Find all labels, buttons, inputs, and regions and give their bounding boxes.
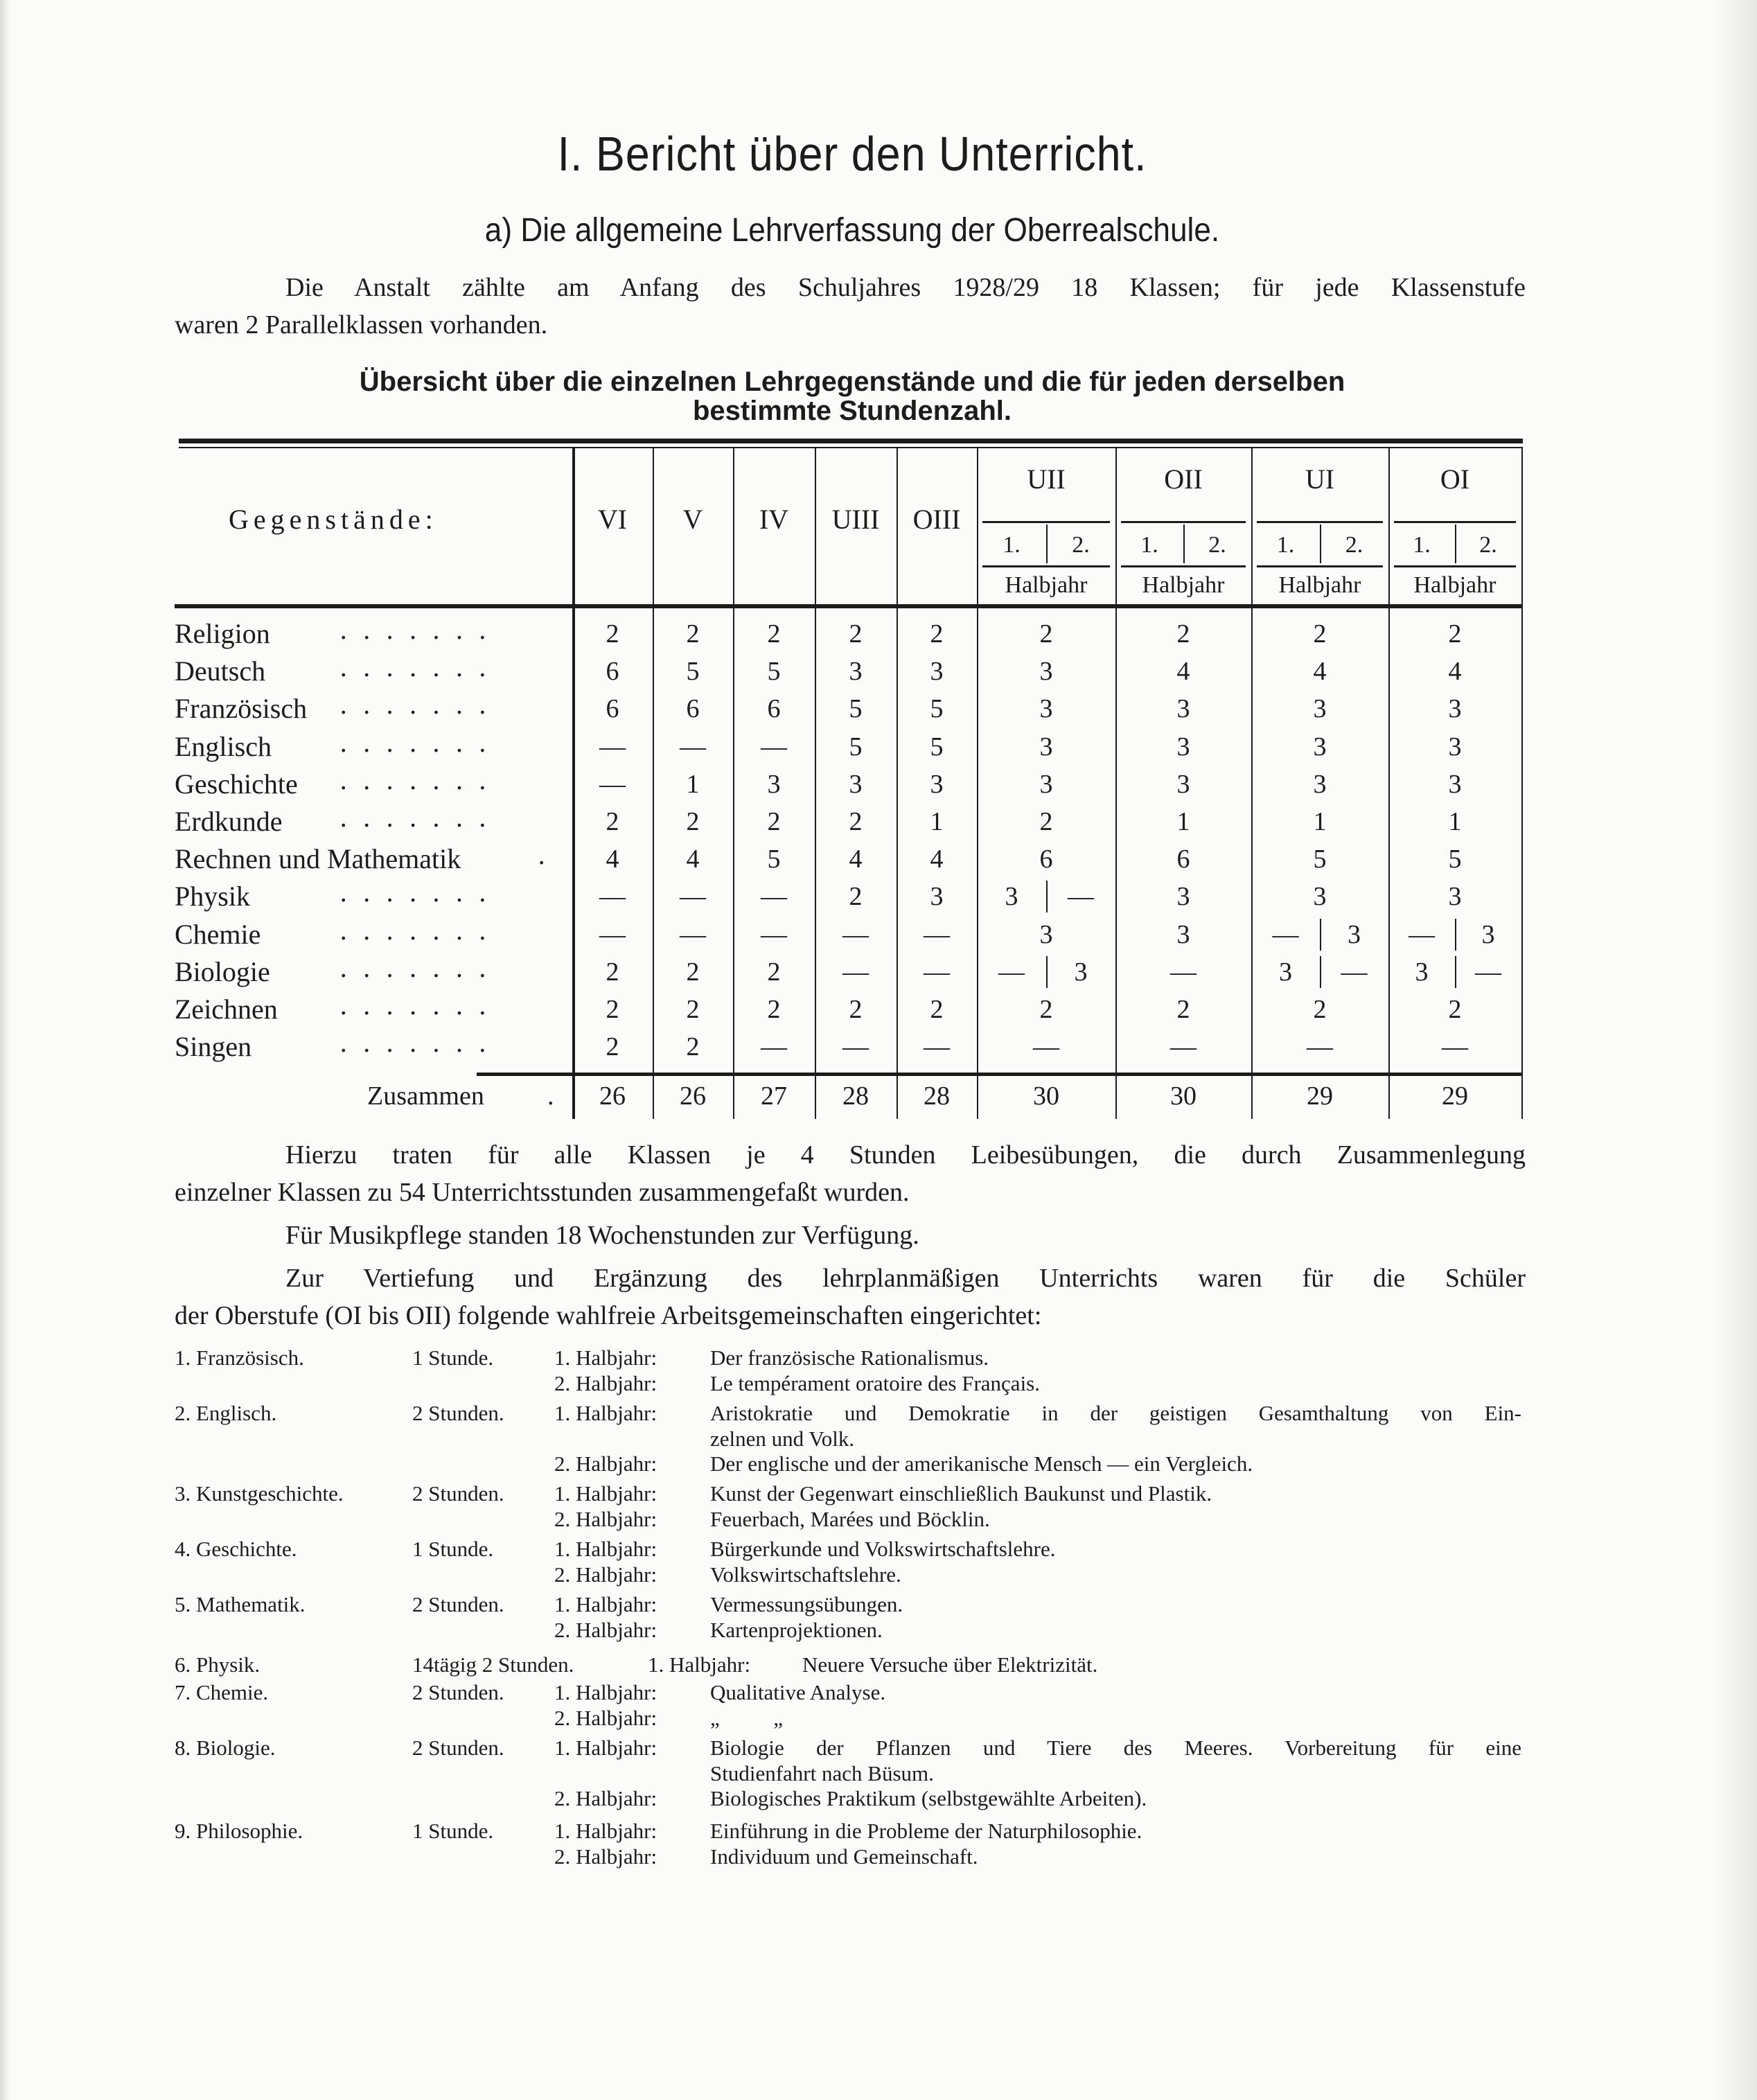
dot-leader: ....... (339, 691, 502, 721)
ag-topic: Vermessungsübungen. (710, 1592, 903, 1616)
column-header-v: V (682, 504, 703, 535)
hours-cell: 2 (606, 619, 619, 648)
hours-cell: 3 (849, 657, 863, 687)
ag-halbjahr-label: 2. Halbjahr: (554, 1705, 657, 1730)
hours-cell: 3 (1448, 882, 1462, 912)
ag-topic: Bürgerkunde und Volkswirtschaftslehre. (710, 1537, 1056, 1561)
ag-topic: Individuum und Gemeinschaft. (710, 1844, 978, 1869)
hours-cell: 2 (767, 619, 781, 648)
hours-cell: — (761, 919, 787, 949)
ag-halbjahr-label: 2. Halbjahr: (554, 1786, 657, 1810)
hours-cell: 2 (930, 995, 944, 1024)
total-cell: 26 (680, 1082, 706, 1111)
table-heading-line-2: bestimmte Stundenzahl. (692, 396, 1012, 426)
hours-cell: 2 (1313, 995, 1327, 1024)
halbjahr-1-label: 1. (1276, 532, 1295, 558)
hours-cell: 3 (1039, 919, 1053, 949)
ag-topic: Kunst der Gegenwart einschließlich Baukunst und Plastik. (710, 1481, 1212, 1506)
hours-cell: 2 (849, 619, 863, 648)
hours-cell: 1 (686, 769, 700, 799)
ag-topic: Neuere Versuche über Elektrizität. (802, 1652, 1098, 1677)
ag-halbjahr-label: 2. Halbjahr: (554, 1617, 657, 1642)
dot-leader: ....... (339, 804, 502, 833)
hours-cell: 4 (849, 845, 863, 874)
hours-cell: — (842, 919, 869, 949)
hours-cell: 5 (930, 732, 944, 761)
hours-cell: 3 (1448, 694, 1462, 724)
hours-cell: 5 (930, 694, 944, 724)
column-header-iv: IV (759, 504, 789, 535)
hours-cell-halbjahr-2: 3 (1481, 919, 1495, 949)
hours-cell: — (761, 1032, 787, 1062)
halbjahr-2-label: 2. (1479, 532, 1497, 558)
hours-cell: — (680, 919, 706, 949)
subject-name: Biologie (175, 955, 270, 987)
hours-cell-halbjahr-1: 3 (1415, 957, 1429, 987)
hours-cell: — (680, 882, 706, 912)
hours-cell: — (842, 957, 869, 987)
section-subtitle: a) Die allgemeine Lehrverfassung der Oberrealschule. (484, 212, 1220, 249)
hours-cell: 2 (930, 619, 944, 648)
hours-cell: 2 (849, 882, 863, 912)
halbjahr-2-label: 2. (1072, 532, 1090, 558)
table-header-rule (175, 604, 1523, 608)
hours-cell: 3 (1176, 882, 1190, 912)
hours-cell: — (599, 919, 626, 949)
hours-cell: 2 (686, 1032, 700, 1062)
hours-cell: — (924, 919, 950, 949)
ag-halbjahr-label: 1. Halbjahr: (554, 1592, 657, 1616)
subject-name: Deutsch (175, 655, 266, 687)
total-cell: 29 (1442, 1082, 1468, 1111)
hours-cell: 2 (767, 957, 781, 987)
ag-topic: Einführung in die Probleme der Naturphilosophie. (710, 1819, 1142, 1843)
hours-cell-halbjahr-1: — (1272, 919, 1299, 949)
hours-cell: 3 (849, 769, 863, 799)
paragraph-leibesuebungen-1: Hierzu traten für alle Klassen je 4 Stunden Leibesübungen, die durch Zusammenlegung (285, 1140, 1526, 1170)
hours-cell: 2 (1039, 995, 1053, 1024)
hours-cell: — (761, 732, 787, 761)
paragraph-arbeitsgemeinschaften-1: Zur Vertiefung und Ergänzung des lehrplanmäßigen Unterrichts waren für die Schüler (285, 1264, 1526, 1293)
dot-leader: ....... (339, 766, 502, 795)
halbjahr-rule (1394, 521, 1516, 523)
dot-leader: ....... (339, 729, 502, 758)
ag-hours: 2 Stunden. (412, 1592, 504, 1616)
ag-topic-continued: zelnen und Volk. (710, 1426, 855, 1451)
total-cell: 29 (1307, 1082, 1333, 1111)
ag-halbjahr-label: 1. Halbjahr: (554, 1736, 657, 1760)
total-cell: 30 (1170, 1082, 1197, 1111)
subject-name: Rechnen und Mathematik (175, 843, 461, 875)
column-header-uii: UII (1027, 464, 1066, 495)
halbjahr-label: Halbjahr (1278, 572, 1361, 598)
subject-name: Englisch (175, 730, 272, 762)
hours-cell-halbjahr-2: — (1341, 957, 1368, 987)
hours-cell: 6 (767, 694, 781, 724)
ag-topic: Volkswirtschaftslehre. (710, 1562, 901, 1587)
hours-cell: 2 (1039, 807, 1053, 836)
ag-hours: 14tägig 2 Stunden. (412, 1652, 574, 1677)
hours-cell: 3 (1176, 769, 1190, 799)
hours-cell: 3 (1313, 882, 1327, 912)
ag-topic: Aristokratie und Demokratie in der geistigen Gesamthaltung von Ein- (710, 1401, 1521, 1425)
column-header-oi: OI (1440, 464, 1470, 495)
ag-topic: Kartenprojektionen. (710, 1617, 883, 1642)
table-top-rule (179, 439, 1523, 443)
hours-cell: — (761, 882, 787, 912)
hours-cell-halbjahr-1: 3 (1279, 957, 1292, 987)
halbjahr-1-label: 1. (1003, 532, 1021, 558)
ag-subject: 7. Chemie. (175, 1680, 269, 1704)
hours-cell: — (1170, 957, 1197, 987)
hours-cell: 2 (686, 807, 700, 836)
hours-cell: — (599, 732, 626, 761)
subject-name: Singen (175, 1031, 252, 1063)
hours-cell: — (1307, 1032, 1333, 1062)
ag-topic-continued: Studienfahrt nach Büsum. (710, 1761, 934, 1785)
hours-cell: 2 (1448, 995, 1462, 1024)
hours-cell: — (680, 732, 706, 761)
total-label: Zusammen (367, 1082, 484, 1111)
hours-cell: — (1170, 1032, 1197, 1062)
hours-cell: 2 (1448, 619, 1462, 648)
hours-cell: 5 (849, 694, 863, 724)
hours-cell: 6 (686, 694, 700, 724)
hours-cell: 4 (930, 845, 944, 874)
hours-cell: 4 (686, 845, 700, 874)
hours-cell: 1 (1176, 807, 1190, 836)
hours-cell: — (599, 882, 626, 912)
hours-cell: 4 (1313, 657, 1327, 687)
table-top-rule-thin (179, 447, 1523, 448)
ag-halbjahr-label: 2. Halbjahr: (554, 1370, 657, 1395)
ag-topic: Qualitative Analyse. (710, 1680, 886, 1704)
hours-cell: 2 (767, 995, 781, 1024)
halbjahr-rule (982, 521, 1110, 523)
hours-cell: 3 (1176, 919, 1190, 949)
hours-cell: — (599, 769, 626, 799)
hours-cell: 6 (1039, 845, 1053, 874)
ag-hours: 2 Stunden. (412, 1481, 504, 1506)
hours-cell: 3 (930, 882, 944, 912)
hours-cell: 2 (686, 619, 700, 648)
column-header-ui: UI (1305, 464, 1335, 495)
hours-cell: 2 (1313, 619, 1327, 648)
subject-name: Geschichte (175, 768, 298, 800)
total-cell: 28 (924, 1082, 950, 1111)
halbjahr-2-label: 2. (1345, 532, 1363, 558)
halbjahr-rule (1121, 521, 1246, 523)
ag-halbjahr-label: 2. Halbjahr: (554, 1452, 657, 1476)
hours-cell: 4 (606, 845, 619, 874)
hours-cell: 2 (606, 957, 619, 987)
hours-cell: 2 (849, 807, 863, 836)
hours-cell: 3 (1448, 769, 1462, 799)
dot-leader: ....... (339, 954, 502, 983)
subject-name: Französisch (175, 693, 308, 725)
column-divider (1521, 448, 1523, 1119)
dot-leader: ....... (339, 654, 502, 683)
hours-cell: — (924, 1032, 950, 1062)
hours-cell: — (842, 1032, 869, 1062)
ag-topic: Der englische und der amerikanische Mensch — ein Vergleich. (710, 1452, 1253, 1476)
hours-cell: 2 (686, 995, 700, 1024)
hours-cell-halbjahr-2: 3 (1348, 919, 1361, 949)
hours-cell: 2 (1176, 995, 1190, 1024)
ag-halbjahr-label: 2. Halbjahr: (554, 1506, 657, 1531)
ag-hours: 2 Stunden. (412, 1401, 504, 1425)
hours-cell: 4 (1176, 657, 1190, 687)
total-cell: 26 (599, 1082, 626, 1111)
paragraph-musikpflege: Für Musikpflege standen 18 Wochenstunden zur Verfügung. (285, 1221, 919, 1250)
hours-cell: 5 (1448, 845, 1462, 874)
hours-cell: 3 (1039, 769, 1053, 799)
total-cell: 28 (842, 1082, 869, 1111)
hours-cell: 3 (1448, 732, 1462, 761)
ag-subject: 1. Französisch. (175, 1345, 304, 1370)
ag-subject: 5. Mathematik. (175, 1592, 306, 1616)
hours-cell: 1 (930, 807, 944, 836)
ag-topic: Feuerbach, Marées und Böcklin. (710, 1506, 990, 1531)
hours-cell-halbjahr-1: — (1409, 919, 1435, 949)
column-header-vi: VI (597, 504, 628, 535)
hours-cell: 3 (1039, 657, 1053, 687)
halbjahr-rule (1257, 521, 1383, 523)
table-heading-line-1: Übersicht über die einzelnen Lehrgegenstände und die für jeden derselben (359, 367, 1345, 397)
ag-topic: Biologisches Praktikum (selbstgewählte Arbeiten). (710, 1786, 1147, 1810)
ag-halbjahr-label: 2. Halbjahr: (554, 1562, 657, 1587)
total-cell: 30 (1033, 1082, 1059, 1111)
halbjahr-1-label: 1. (1140, 532, 1158, 558)
subject-name: Chemie (175, 918, 261, 950)
ag-topic: Der französische Rationalismus. (710, 1345, 989, 1370)
halbjahr-2-label: 2. (1208, 532, 1226, 558)
ag-hours: 2 Stunden. (412, 1736, 504, 1760)
hours-cell: — (1033, 1032, 1059, 1062)
hours-cell-halbjahr-2: — (1068, 882, 1094, 912)
hours-cell: 2 (1039, 619, 1053, 648)
hours-cell: 2 (606, 1032, 619, 1062)
halbjahr-label: Halbjahr (1142, 572, 1225, 598)
hours-cell: 3 (1313, 732, 1327, 761)
hours-cell: 3 (1176, 694, 1190, 724)
subject-name: Religion (175, 618, 270, 649)
hours-cell: 2 (606, 807, 619, 836)
intro-line-1: Die Anstalt zählte am Anfang des Schuljahres 1928/29 18 Klassen; für jede Klassenstufe (285, 273, 1526, 302)
hours-cell-halbjahr-2: — (1475, 957, 1501, 987)
ag-hours: 1 Stunde. (412, 1345, 494, 1370)
hours-cell: 2 (1176, 619, 1190, 648)
hours-cell-halbjahr-2: 3 (1074, 957, 1088, 987)
dot-leader: ....... (339, 617, 502, 645)
hours-cell: 3 (1313, 694, 1327, 724)
ag-subject: 2. Englisch. (175, 1401, 277, 1425)
hours-cell: 4 (1448, 657, 1462, 687)
hours-cell: 6 (606, 657, 619, 687)
column-header-uiii: UIII (831, 504, 880, 535)
ag-subject: 3. Kunstgeschichte. (175, 1481, 344, 1506)
ag-halbjahr-label: 1. Halbjahr: (554, 1537, 657, 1561)
hours-cell: 1 (1313, 807, 1327, 836)
hours-cell: 2 (849, 995, 863, 1024)
hours-cell: 3 (1039, 694, 1053, 724)
hours-cell: 6 (606, 694, 619, 724)
ag-halbjahr-label: 2. Halbjahr: (554, 1844, 657, 1869)
subject-column-header: Gegenstände: (229, 504, 438, 535)
total-cell: 27 (761, 1082, 787, 1111)
ag-topic: Biologie der Pflanzen und Tiere des Meeres. Vorbereitung für eine (710, 1736, 1521, 1760)
ag-hours: 1 Stunde. (412, 1537, 494, 1561)
subject-name: Physik (175, 881, 250, 912)
hours-cell: 3 (930, 769, 944, 799)
ag-halbjahr-label: 1. Halbjahr: (554, 1345, 657, 1370)
dot-leader: ....... (339, 879, 502, 908)
halbjahr-label: Halbjahr (1413, 572, 1496, 598)
hours-cell: 2 (606, 995, 619, 1024)
subject-name: Zeichnen (175, 994, 278, 1025)
ag-halbjahr-label: 1. Halbjahr: (554, 1819, 657, 1843)
hours-cell: 5 (686, 657, 700, 687)
hours-cell: 6 (1176, 845, 1190, 874)
ag-subject: 8. Biologie. (175, 1736, 276, 1760)
hours-cell: 2 (686, 957, 700, 987)
column-header-oiii: OIII (912, 504, 961, 535)
intro-line-2: waren 2 Parallelklassen vorhanden. (175, 310, 548, 339)
hours-cell-halbjahr-1: — (998, 957, 1025, 987)
hours-cell: 3 (1039, 732, 1053, 761)
ag-halbjahr-label: 1. Halbjahr: (554, 1401, 657, 1425)
ag-topic: Le tempérament oratoire des Français. (710, 1370, 1040, 1395)
table-total-rule (477, 1073, 1523, 1076)
dot-leader: ....... (339, 1030, 502, 1059)
subject-name: Erdkunde (175, 806, 283, 837)
ag-hours: 2 Stunden. (412, 1680, 504, 1704)
paragraph-arbeitsgemeinschaften-2: der Oberstufe (OI bis OII) folgende wahlfreie Arbeitsgemeinschaften eingerichtet: (175, 1301, 1042, 1330)
column-header-oii: OII (1164, 464, 1203, 495)
dot-leader: ....... (339, 992, 502, 1021)
page-edge-shadow (0, 0, 10, 2100)
halbjahr-label: Halbjahr (1005, 572, 1088, 598)
page-title: I. Bericht über den Unterricht. (557, 127, 1147, 181)
ag-halbjahr-label: 1. Halbjahr: (554, 1680, 657, 1704)
hours-cell: — (1442, 1032, 1468, 1062)
page-edge-shadow (1715, 0, 1757, 2100)
hours-cell: 3 (767, 769, 781, 799)
ag-halbjahr-label: 1. Halbjahr: (648, 1652, 751, 1677)
hours-cell: 2 (767, 807, 781, 836)
dot-leader: ....... (339, 917, 502, 946)
paragraph-leibesuebungen-2: einzelner Klassen zu 54 Unterrichtsstunden zusammengefaßt wurden. (175, 1178, 910, 1207)
hours-cell: 1 (1448, 807, 1462, 836)
ag-hours: 1 Stunde. (412, 1819, 494, 1843)
hours-cell-halbjahr-1: 3 (1005, 882, 1018, 912)
hours-cell: 5 (767, 657, 781, 687)
halbjahr-1-label: 1. (1413, 532, 1431, 558)
hours-cell: 5 (1313, 845, 1327, 874)
ag-halbjahr-label: 1. Halbjahr: (554, 1481, 657, 1506)
ag-subject: 4. Geschichte. (175, 1537, 297, 1561)
ag-subject: 9. Philosophie. (175, 1819, 303, 1843)
hours-cell: 3 (1313, 769, 1327, 799)
ag-subject: 6. Physik. (175, 1652, 261, 1677)
hours-cell: 5 (767, 845, 781, 874)
dot-leader: . (547, 1082, 554, 1111)
hours-cell: — (924, 957, 950, 987)
ag-topic: „ „ (710, 1705, 784, 1730)
dot-leader: . (538, 842, 561, 871)
hours-cell: 3 (1176, 732, 1190, 761)
hours-cell: 3 (930, 657, 944, 687)
hours-cell: 5 (849, 732, 863, 761)
